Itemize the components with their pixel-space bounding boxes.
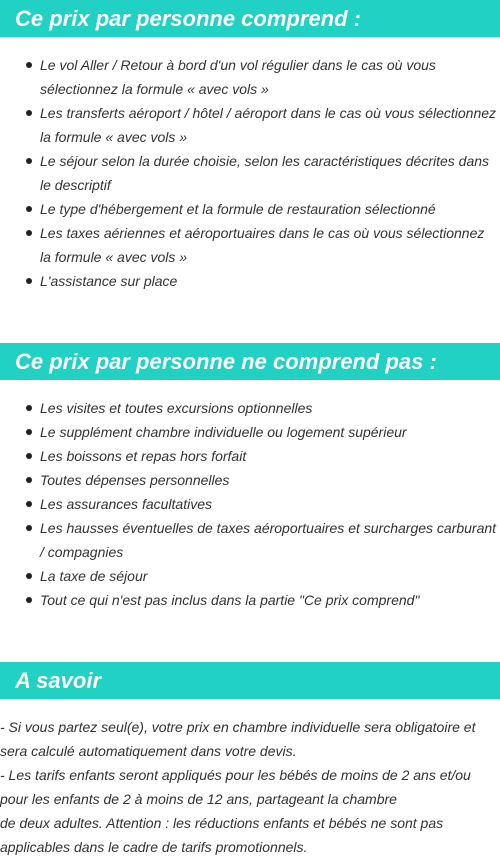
includes-heading: Ce prix par personne comprend : [0,0,500,37]
list-item: Les hausses éventuelles de taxes aéroportuaires et surcharges carburant / compagnies [40,516,498,564]
list-item: L'assistance sur place [40,269,498,293]
list-item: La taxe de séjour [40,564,498,588]
info-paragraph: - Si vous partez seul(e), votre prix en chambre individuelle sera obligatoire et sera calculé automatiquement dans votre devis. [0,719,476,759]
list-item: Les taxes aériennes et aéroportuaires dans le cas où vous sélectionnez la formule « avec vols » [40,221,498,269]
info-heading: A savoir [0,662,500,699]
list-item: Le type d'hébergement et la formule de restauration sélectionné [40,197,498,221]
list-item: Les visites et toutes excursions optionnelles [40,396,498,420]
list-item: Tout ce qui n'est pas inclus dans la partie "Ce prix comprend" [40,588,498,612]
list-item: Les transferts aéroport / hôtel / aéroport dans le cas où vous sélectionnez la formule « avec vols » [40,101,498,149]
list-item: Toutes dépenses personnelles [40,468,498,492]
info-paragraph: - Les tarifs enfants seront appliqués pour les bébés de moins de 2 ans et/ou pour les enfants de 2 à moins de 12 ans, partageant la chambre [0,767,471,807]
list-item: Le supplément chambre individuelle ou logement supérieur [40,420,498,444]
excludes-list [0,396,500,612]
list-item: Le vol Aller / Retour à bord d'un vol régulier dans le cas où vous sélectionnez la formule « avec vols » [40,53,498,101]
excludes-heading: Ce prix par personne ne comprend pas : [0,343,500,380]
list-item: Le séjour selon la durée choisie, selon les caractéristiques décrites dans le descriptif [40,149,498,197]
info-text [0,715,500,859]
includes-list [0,53,500,293]
list-item: Les boissons et repas hors forfait [40,444,498,468]
list-item: Les assurances facultatives [40,492,498,516]
info-paragraph: de deux adultes. Attention : les réductions enfants et bébés ne sont pas applicables dans le cadre de tarifs promotionnels. [0,815,444,855]
